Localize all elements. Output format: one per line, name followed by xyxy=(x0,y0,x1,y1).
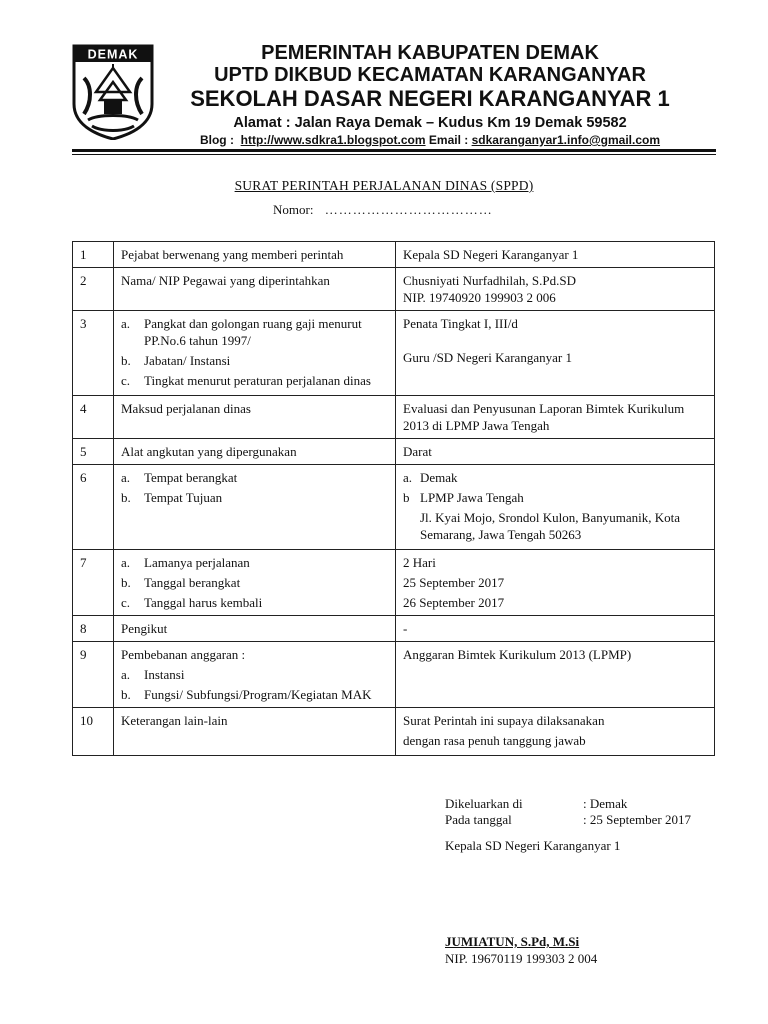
document-number xyxy=(273,202,493,218)
nomor-value: ……………………………… xyxy=(324,202,493,217)
nomor-label: Nomor: xyxy=(273,202,314,217)
table-row xyxy=(73,465,715,550)
sppd-table xyxy=(72,241,715,756)
row-number: 8 xyxy=(73,616,114,642)
letterhead-government: PEMERINTAH KABUPATEN DEMAK xyxy=(261,42,599,64)
table-row xyxy=(73,242,715,268)
letterhead-rule-thin xyxy=(72,154,716,155)
row-number: 4 xyxy=(73,396,114,439)
budget-label: Pembebanan anggaran : xyxy=(121,647,246,662)
list-item: a. Pangkat dan golongan ruang gaji menurut PP.No.6 tahun 1997/ xyxy=(121,316,362,348)
duration-value: 2 Hari xyxy=(403,555,436,570)
letterhead-school: SEKOLAH DASAR NEGERI KARANGANYAR 1 xyxy=(190,86,670,111)
return-date: 26 September 2017 xyxy=(403,595,505,610)
table-row xyxy=(73,396,715,439)
rank-value: Penata Tingkat I, III/d xyxy=(403,316,518,331)
row-label: Nama/ NIP Pegawai yang diperintahkan xyxy=(114,268,396,311)
signatory-position: Kepala SD Negeri Karanganyar 1 xyxy=(445,838,621,853)
row-value: Kepala SD Negeri Karanganyar 1 xyxy=(396,242,715,268)
letterhead-contact xyxy=(160,133,700,147)
row-number: 9 xyxy=(73,642,114,708)
issued-date: Pada tanggal : 25 September 2017 xyxy=(445,812,691,827)
emblem-lettering: DEMAK xyxy=(87,47,139,62)
destination-address: Jl. Kyai Mojo, Srondol Kulon, Banyumanik, Kota Semarang, Jawa Tengah 50263 xyxy=(420,510,680,542)
letterhead-rule-thick xyxy=(72,149,716,152)
row-number: 1 xyxy=(73,242,114,268)
blog-link[interactable]: http://www.sdkra1.blogspot.com xyxy=(240,133,426,147)
list-item: b. Tempat Tujuan xyxy=(121,490,223,505)
row-value: Darat xyxy=(396,439,715,465)
list-item: b LPMP Jawa Tengah xyxy=(403,490,524,505)
list-item: c. Tanggal harus kembali xyxy=(121,595,263,610)
table-row xyxy=(73,616,715,642)
table-row xyxy=(73,268,715,311)
row-number: 2 xyxy=(73,268,114,311)
row-label: Keterangan lain-lain xyxy=(114,708,396,756)
row-number: 6 xyxy=(73,465,114,550)
remark-line: dengan rasa penuh tanggung jawab xyxy=(403,733,586,748)
row-value xyxy=(396,465,715,550)
departure-date: 25 September 2017 xyxy=(403,575,505,590)
row-label: Alat angkutan yang dipergunakan xyxy=(114,439,396,465)
row-value: Evaluasi dan Penyusunan Laporan Bimtek Kurikulum 2013 di LPMP Jawa Tengah xyxy=(396,396,715,439)
demak-regency-emblem xyxy=(70,44,156,140)
row-value xyxy=(396,268,715,311)
blog-label: Blog : xyxy=(199,133,234,147)
document-title: SURAT PERINTAH PERJALANAN DINAS (SPPD) xyxy=(234,178,534,193)
table-row xyxy=(73,550,715,616)
remark-line: Surat Perintah ini supaya dilaksanakan xyxy=(403,713,605,728)
list-item: b. Fungsi/ Subfungsi/Program/Kegiatan MAK xyxy=(121,687,372,702)
row-label: Pengikut xyxy=(114,616,396,642)
list-item: b. Jabatan/ Instansi xyxy=(121,353,231,368)
row-number: 5 xyxy=(73,439,114,465)
row-value xyxy=(396,550,715,616)
row-label xyxy=(114,465,396,550)
letterhead xyxy=(160,42,700,147)
row-label xyxy=(114,642,396,708)
table-row xyxy=(73,642,715,708)
row-label: Pejabat berwenang yang memberi perintah xyxy=(114,242,396,268)
employee-name: Chusniyati Nurfadhilah, S.Pd.SD xyxy=(403,273,576,288)
list-item: a. Instansi xyxy=(121,667,185,682)
signature-block xyxy=(445,796,691,828)
signatory-nip: NIP. 19670119 199303 2 004 xyxy=(445,951,598,966)
letterhead-uptd: UPTD DIKBUD KECAMATAN KARANGANYAR xyxy=(214,64,646,86)
row-value xyxy=(396,708,715,756)
list-item: a. Tempat berangkat xyxy=(121,470,238,485)
row-label: Maksud perjalanan dinas xyxy=(114,396,396,439)
issued-at: Dikeluarkan di : Demak xyxy=(445,796,628,811)
signatory-name: JUMIATUN, S.Pd, M.Si xyxy=(445,934,580,949)
list-item: a. Lamanya perjalanan xyxy=(121,555,250,570)
table-row xyxy=(73,708,715,756)
list-item: a. Demak xyxy=(403,470,458,485)
email-link[interactable]: sdkaranganyar1.info@gmail.com xyxy=(471,133,661,147)
list-item: c. Tingkat menurut peraturan perjalanan dinas xyxy=(121,373,371,388)
table-row xyxy=(73,439,715,465)
row-value: - xyxy=(396,616,715,642)
list-item: b. Tanggal berangkat xyxy=(121,575,241,590)
row-label xyxy=(114,311,396,396)
row-value xyxy=(396,311,715,396)
letterhead-address: Alamat : Jalan Raya Demak – Kudus Km 19 Demak 59582 xyxy=(233,115,627,131)
position-value: Guru /SD Negeri Karanganyar 1 xyxy=(403,350,572,365)
row-number: 10 xyxy=(73,708,114,756)
row-label xyxy=(114,550,396,616)
employee-nip: NIP. 19740920 199903 2 006 xyxy=(403,290,556,305)
row-number: 7 xyxy=(73,550,114,616)
row-number: 3 xyxy=(73,311,114,396)
table-row xyxy=(73,311,715,396)
row-value: Anggaran Bimtek Kurikulum 2013 (LPMP) xyxy=(396,642,715,708)
email-label: Email : xyxy=(428,133,469,147)
